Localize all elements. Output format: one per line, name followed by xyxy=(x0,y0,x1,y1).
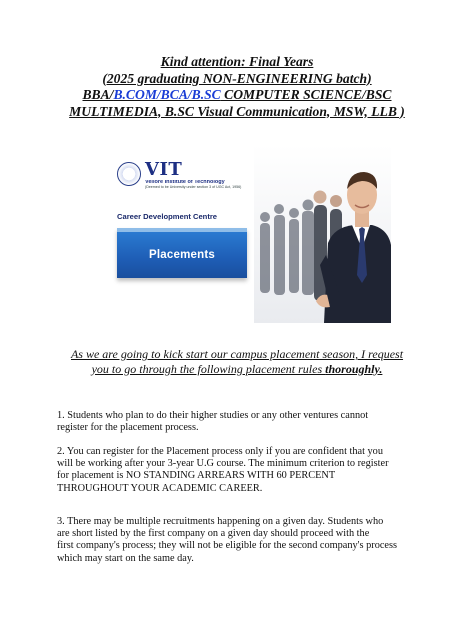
header-line-3-prefix: BBA/ xyxy=(82,87,114,102)
rule-2 xyxy=(57,446,415,495)
rule-2-line: for placement is NO STANDING ARREARS WITH 60 PERCENT xyxy=(57,470,336,482)
vit-fullname xyxy=(145,180,249,190)
header-line-3-suffix: COMPUTER SCIENCE/BSC xyxy=(220,87,392,102)
rule-3-line: first company's process; they will not be eligible for the second company's process xyxy=(57,540,397,552)
rule-3-line: 3. There may be multiple recruitments happening on a given day. Students who xyxy=(57,516,384,527)
intro-emphasis: thoroughly. xyxy=(325,361,383,376)
notice-header xyxy=(0,54,474,120)
rule-1-line: register for the placement process. xyxy=(57,422,199,434)
placements-banner-label: Placements xyxy=(149,249,215,261)
degree-link[interactable]: B.COM/BCA/B.SC xyxy=(113,87,221,102)
header-line-1: Kind attention: Final Years xyxy=(160,54,314,69)
rule-3-line: which may start on the same day. xyxy=(57,552,194,564)
rule-3-line: are short listed by the first company on a given day should proceed with the xyxy=(57,528,370,540)
rule-2-line: 2. You can register for the Placement process only if you are confident that you xyxy=(57,446,383,457)
header-line-3 xyxy=(0,87,474,104)
business-people-illustration xyxy=(254,145,391,323)
vit-fullname-text: Vellore Institute of Technology xyxy=(145,180,225,185)
career-development-centre-label: Career Development Centre xyxy=(117,212,218,221)
vit-cdc-logo xyxy=(117,160,249,290)
business-people-photo xyxy=(254,145,391,323)
placements-banner xyxy=(117,228,247,278)
intro-line-2: you to go through the following placement rules xyxy=(91,361,326,376)
rule-2-line: will be working after your 3-year U.G course. The minimum criterion to register xyxy=(57,458,389,470)
rule-1-line: 1. Students who plan to do their higher studies or any other ventures cannot xyxy=(57,410,369,421)
vit-seal-icon xyxy=(117,162,141,186)
rule-1 xyxy=(57,410,415,434)
rule-3 xyxy=(57,516,415,565)
intro-line-1: As we are going to kick start our campus placement season, I request xyxy=(70,347,404,361)
vit-tagline: (Deemed to be University under section 3 of UGC Act, 1956) xyxy=(145,185,242,189)
header-line-4: MULTIMEDIA, B.SC Visual Communication, MSW, LLB ) xyxy=(69,103,405,119)
header-line-2: (2025 graduating NON-ENGINEERING batch) xyxy=(102,70,372,86)
vit-wordmark: VIT xyxy=(145,159,183,180)
intro-statement xyxy=(56,347,418,376)
rule-2-line: THROUGHOUT YOUR ACADEMIC CAREER. xyxy=(57,482,263,494)
